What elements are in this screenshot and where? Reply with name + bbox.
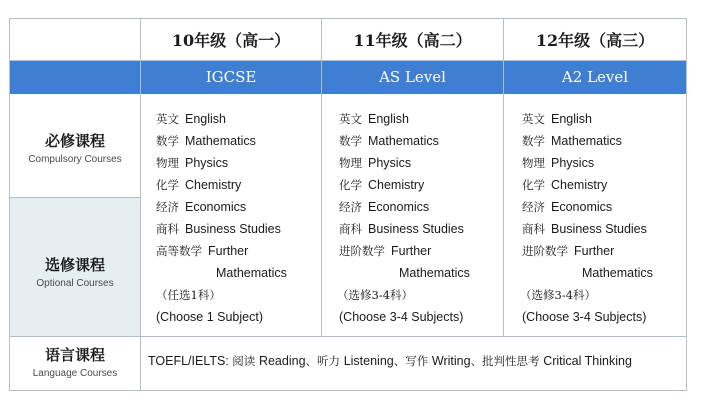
language-segment: 、写作 [393, 354, 432, 368]
optional-course [339, 196, 429, 218]
grade-header-11: 11年级（高二） [353, 30, 472, 50]
compulsory-course [522, 108, 592, 130]
compulsory-course [339, 152, 411, 174]
optional-label-en: Optional Courses [36, 278, 114, 289]
course-name-en: English [368, 112, 409, 126]
course-name-en: Business Studies [185, 222, 281, 236]
optional-course [522, 240, 614, 262]
compulsory-course [339, 108, 409, 130]
compulsory-label [10, 130, 140, 165]
course-name-cn: 商科 [522, 222, 545, 236]
course-name-cn: 化学 [522, 178, 545, 192]
language-segment: Writing [431, 354, 471, 368]
language-label-en: Language Courses [32, 368, 118, 379]
course-name-en: English [551, 112, 592, 126]
course-name-cn: 商科 [339, 222, 362, 236]
optional-course [156, 196, 246, 218]
choose-note-cn: （任选1科） [156, 288, 221, 302]
optional-label-cn: 选修课程 [44, 256, 105, 274]
course-name-en: Chemistry [185, 178, 242, 192]
course-name-en: English [185, 112, 226, 126]
course-name-en: Mathematics [185, 134, 256, 148]
course-name-cn: 进阶数学 [522, 244, 568, 258]
stage-label-a2: A2 Level [561, 68, 629, 86]
optional-course-continuation: Mathematics [216, 266, 287, 280]
course-name-cn: 数学 [339, 134, 362, 148]
choose-note-en: (Choose 3-4 Subjects) [339, 310, 464, 324]
optional-course [156, 240, 248, 262]
compulsory-course [522, 174, 607, 196]
course-name-cn: 英文 [339, 112, 362, 126]
language-segment: Reading [258, 354, 306, 368]
course-name-en: Further [574, 244, 615, 258]
compulsory-course [156, 130, 256, 152]
column-grade-12-courses [522, 108, 686, 333]
stage-label-as: AS Level [379, 68, 446, 86]
optional-course [339, 218, 464, 240]
course-name-en: Physics [185, 156, 229, 170]
course-name-cn: 英文 [522, 112, 545, 126]
optional-course [522, 218, 647, 240]
course-name-en: Physics [551, 156, 595, 170]
compulsory-course [522, 130, 622, 152]
course-name-en: Economics [368, 200, 430, 214]
course-name-cn: 经济 [156, 200, 179, 214]
course-name-cn: 高等数学 [156, 244, 202, 258]
course-name-cn: 物理 [339, 156, 362, 170]
choose-note-en: (Choose 3-4 Subjects) [522, 310, 647, 324]
language-segment: 、听力 [305, 354, 344, 368]
course-name-cn: 物理 [522, 156, 545, 170]
optional-course [339, 240, 431, 262]
course-name-en: Further [208, 244, 249, 258]
course-name-en: Mathematics [368, 134, 439, 148]
compulsory-course [156, 108, 226, 130]
choose-note-en: (Choose 1 Subject) [156, 310, 264, 324]
optional-course-continuation: Mathematics [399, 266, 470, 280]
optional-course [522, 196, 612, 218]
language-label [10, 344, 140, 379]
choose-note-cn: （选修3-4科） [520, 288, 597, 302]
language-label-cn: 语言课程 [44, 346, 105, 364]
optional-course [156, 218, 281, 240]
course-name-en: Chemistry [551, 178, 608, 192]
grade-header-10: 10年级（高一） [171, 30, 291, 50]
course-name-cn: 数学 [156, 134, 179, 148]
course-name-en: Further [391, 244, 432, 258]
course-name-en: Physics [368, 156, 412, 170]
course-name-en: Economics [185, 200, 247, 214]
column-grade-10-courses [156, 108, 321, 333]
course-name-en: Mathematics [551, 134, 622, 148]
language-segment: Critical Thinking [543, 354, 632, 368]
compulsory-course [156, 174, 241, 196]
course-name-cn: 物理 [156, 156, 179, 170]
language-courses-line [148, 350, 632, 372]
compulsory-course [339, 174, 424, 196]
course-name-cn: 化学 [339, 178, 362, 192]
course-name-cn: 进阶数学 [339, 244, 385, 258]
compulsory-course [156, 152, 228, 174]
row-divider [10, 197, 140, 198]
course-name-en: Business Studies [551, 222, 647, 236]
course-name-en: Economics [551, 200, 613, 214]
compulsory-course [522, 152, 594, 174]
language-segment: 、批判性思考 [470, 354, 544, 368]
course-name-en: Chemistry [368, 178, 425, 192]
language-segment: 阅读 [232, 354, 259, 368]
language-segment: TOEFL/IELTS: [148, 354, 233, 368]
optional-label [10, 254, 140, 289]
stage-label-igcse: IGCSE [205, 68, 257, 86]
course-name-cn: 经济 [339, 200, 362, 214]
course-name-cn: 数学 [522, 134, 545, 148]
optional-course-continuation: Mathematics [582, 266, 653, 280]
course-name-cn: 英文 [156, 112, 179, 126]
compulsory-label-en: Compulsory Courses [28, 154, 122, 165]
choose-note-cn: （选修3-4科） [337, 288, 414, 302]
course-name-cn: 经济 [522, 200, 545, 214]
row-divider [10, 336, 686, 337]
column-grade-11-courses [339, 108, 503, 333]
course-name-cn: 化学 [156, 178, 179, 192]
grade-header-12: 12年级（高三） [535, 30, 655, 50]
compulsory-course [339, 130, 439, 152]
course-name-en: Business Studies [368, 222, 464, 236]
compulsory-label-cn: 必修课程 [44, 132, 105, 150]
course-name-cn: 商科 [156, 222, 179, 236]
language-segment: Listening [343, 354, 394, 368]
